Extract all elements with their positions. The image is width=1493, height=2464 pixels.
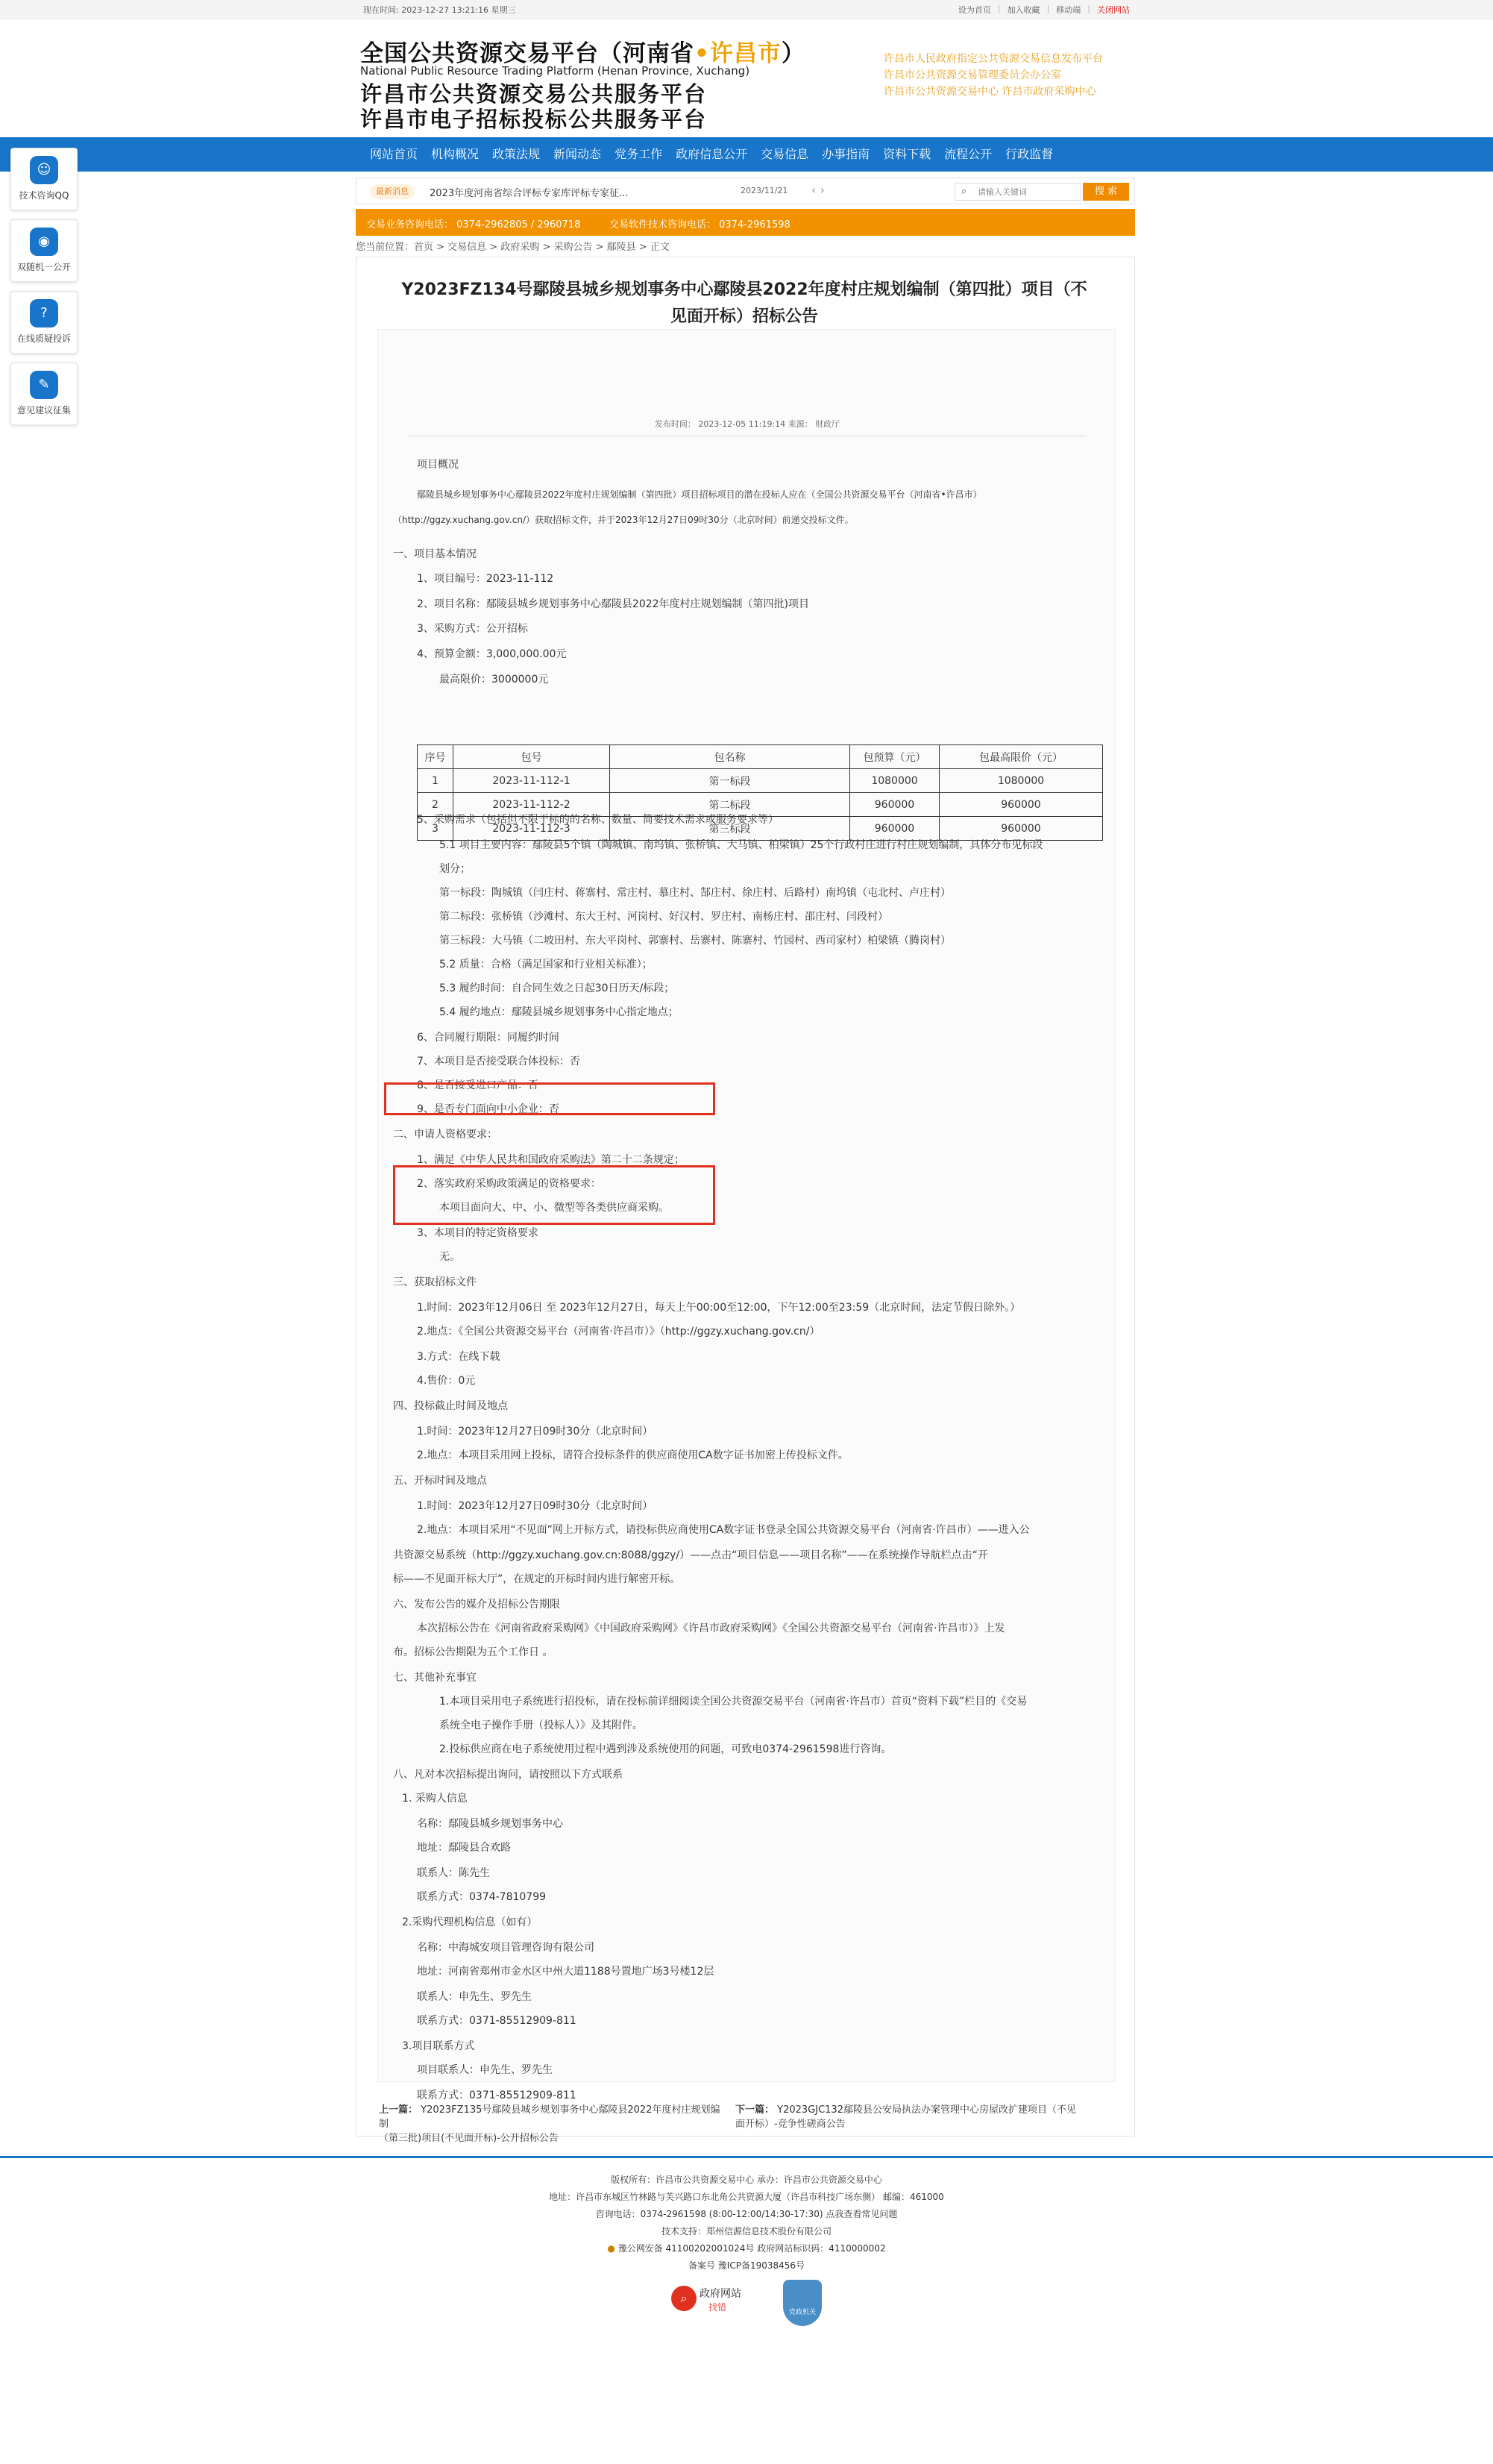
article-paragraph: 第三标段：大马镇（二坡田村、东大平岗村、郭寨村、岳寨村、陈寨村、竹园村、西司家村）柏梁镇（腾岗村） <box>439 935 951 947</box>
site-logo-line3: 许昌市电子招标投标公共服务平台 <box>360 107 708 132</box>
article-paragraph: 七、其他补充事宜 <box>393 1672 477 1684</box>
table-row <box>418 793 1103 817</box>
article-paragraph: 3、采购方式：公开招标 <box>417 623 528 635</box>
article-paragraph: 最高限价：3000000元 <box>439 674 549 686</box>
table-header: 包预算（元） <box>850 745 940 769</box>
table-cell: 1080000 <box>940 769 1103 793</box>
article-paragraph: 五、开标时间及地点 <box>393 1475 487 1487</box>
table-cell: 2023-11-112-3 <box>453 817 610 841</box>
article-paragraph: 8、是否接受进口产品：否 <box>417 1079 538 1091</box>
highlight-box-policy <box>393 1165 715 1225</box>
article-paragraph: 2.采购代理机构信息（如有） <box>402 1916 538 1928</box>
article-paragraph: 1、满足《中华人民共和国政府采购法》第二十二条规定； <box>417 1154 685 1166</box>
footer-line: ● 豫公网安备 41100202001024号 政府网站标识码：4110000002 <box>607 2243 886 2254</box>
table-cell: 第一标段 <box>610 769 850 793</box>
article-paragraph: 项目概况 <box>417 459 459 471</box>
article-paragraph: 7、本项目是否接受联合体投标：否 <box>417 1056 580 1068</box>
article-paragraph: （http://ggzy.xuchang.gov.cn/）获取招标文件，并于2023年12月27日09时30分（北京时间）前递交投标文件。 <box>393 515 854 525</box>
table-cell: 2023-11-112-1 <box>453 769 610 793</box>
side-label: 双随机一公开 <box>16 262 71 272</box>
package-table <box>417 744 1103 841</box>
service-hotline: 交易业务咨询电话： 0374-2962805 / 2960718 <box>366 219 581 231</box>
article-paragraph: 第二标段：张桥镇（沙滩村、东大王村、河岗村、好汉村、罗庄村、南杨庄村、邵庄村、闫段村） <box>439 911 888 923</box>
search-box <box>955 183 1081 201</box>
top-links: 设为首页 | 加入收藏 | 移动端 | 关闭网站 <box>958 4 1130 15</box>
article-paragraph: 3、本项目的特定资格要求 <box>417 1227 538 1239</box>
article-paragraph: 2.地点：本项目采用网上投标，请符合投标条件的供应商使用CA数字证书加密上传投标文件。 <box>417 1449 849 1461</box>
site-logo-line2: 许昌市公共资源交易公共服务平台 <box>360 81 708 107</box>
search-button[interactable]: 搜 索 <box>1083 183 1129 201</box>
article-paragraph: 联系人：陈先生 <box>417 1867 490 1879</box>
question-icon: ? <box>30 299 58 327</box>
article-paragraph: 无。 <box>439 1251 460 1263</box>
side-label: 在线质疑投诉 <box>16 333 71 344</box>
current-time: 现在时间: 2023-12-27 13:21:16 星期三 <box>363 5 516 15</box>
article-paragraph: 6、合同履行期限：同履约时间 <box>417 1032 559 1044</box>
article-paragraph: 联系方式：0371-85512909-811 <box>417 2015 576 2027</box>
article-paragraph: 联系人：申先生、罗先生 <box>417 1991 532 2003</box>
article-paragraph: 2.投标供应商在电子系统使用过程中遇到涉及系统使用的问题，可致电0374-2961598进行咨询。 <box>439 1743 892 1755</box>
next-article-link[interactable]: 下一篇： Y2023GJC132鄢陵县公安局执法办案管理中心房屋改扩建项目（不见 面开标）-竞争性磋商公告 <box>735 2104 1076 2130</box>
side-random-button[interactable] <box>10 219 78 282</box>
eye-icon: ◉ <box>30 228 58 256</box>
table-cell: 960000 <box>850 817 940 841</box>
nav-gov-info[interactable]: 政府信息公开 <box>676 147 748 161</box>
prev-article-link[interactable]: 上一篇： Y2023FZ135号鄢陵县城乡规划事务中心鄢陵县2022年度村庄规划编制 （第三批)项目(不见面开标)-公开招标公告 <box>379 2104 720 2144</box>
article-paragraph: 名称：中海城安项目管理咨询有限公司 <box>417 1942 594 1954</box>
set-homepage-link[interactable]: 设为首页 <box>958 5 991 15</box>
article-paragraph: 3.方式：在线下载 <box>417 1351 500 1363</box>
article-paragraph: 5、采购需求（包括但不限于标的的名称、数量、简要技术需求或服务要求等） <box>417 814 779 826</box>
footer-line[interactable]: 咨询电话：0374-2961598 (8:00-12:00/14:30-17:30) 点我查看常见问题 <box>595 2209 898 2219</box>
article-paragraph: 4.售价：0元 <box>417 1375 476 1387</box>
footer-line[interactable]: 备案号 豫ICP备19038456号 <box>688 2260 805 2271</box>
nav-guide[interactable]: 办事指南 <box>822 147 870 161</box>
site-header <box>0 19 1493 137</box>
article-paragraph: 9、是否专门面向中小企业：否 <box>417 1103 559 1115</box>
table-header: 包最高限价（元） <box>940 745 1103 769</box>
table-cell: 960000 <box>850 793 940 817</box>
table-header: 包名称 <box>610 745 850 769</box>
article-paragraph: 1. 采购人信息 <box>402 1793 468 1805</box>
article-paragraph: 布。招标公告期限为五个工作日 。 <box>393 1646 553 1658</box>
article-container <box>356 257 1135 2144</box>
article-paragraph: 第一标段：陶城镇（闫庄村、蒋寨村、常庄村、慕庄村、郜庄村、徐庄村、后路村）南坞镇（屯北村、卢庄村） <box>439 887 951 899</box>
article-paragraph: 2.地点：《全国公共资源交易平台（河南省·许昌市）》（http://ggzy.xuchang.gov.cn/） <box>417 1326 820 1338</box>
site-logo-en: National Public Resource Trading Platform (Henan Province, Xuchang) <box>360 64 750 78</box>
article-paragraph: 划分； <box>439 863 471 875</box>
article-paragraph: 八、凡对本次招标提出询问，请按照以下方式联系 <box>393 1769 623 1781</box>
feedback-icon: ✎ <box>30 371 58 399</box>
breadcrumb[interactable]: 您当前位置：首页 > 交易信息 > 政府采购 > 采购公告 > 鄢陵县 > 正文 <box>356 242 670 253</box>
article-paragraph: 1、项目编号：2023-11-112 <box>417 573 554 585</box>
search-input[interactable] <box>978 185 1076 198</box>
article-paragraph: 1.时间：2023年12月06日 至 2023年12月27日，每天上午00:00至12:00，下午12:00至23:59（北京时间，法定节假日除外。） <box>417 1302 1021 1314</box>
nav-news[interactable]: 新闻动态 <box>553 147 602 161</box>
slogan-line: 许昌市公共资源交易管理委员会办公室 <box>884 69 1061 81</box>
article-title: Y2023FZ134号鄢陵县城乡规划事务中心鄢陵县2022年度村庄规划编制（第四批）项目（不 见面开标）招标公告 <box>401 280 1087 326</box>
article-paragraph: 2.地点：本项目采用“不见面”网上开标方式，请投标供应商使用CA数字证书登录全国公共资源交易平台（河南省·许昌市）——进入公 <box>417 1524 1030 1536</box>
article-paragraph: 项目联系人：申先生、罗先生 <box>417 2064 553 2076</box>
article-paragraph: 标——不见面开标大厅”，在规定的开标时间内进行解密开标。 <box>393 1573 681 1585</box>
news-ticker-item[interactable]: 2023年度河南省综合评标专家库评标专家征... <box>430 188 629 199</box>
main-nav <box>0 137 1493 172</box>
highlight-box-sme <box>384 1082 715 1115</box>
table-header: 包号 <box>453 745 610 769</box>
gov-site-error-badge[interactable]: ⌕ 政府网站 找错 <box>671 2280 746 2322</box>
chevron-left-icon[interactable]: ‹ <box>811 183 817 197</box>
article-paragraph: 5.3 履约时间：自合同生效之日起30日历天/标段； <box>439 982 675 994</box>
top-bar <box>0 0 1493 19</box>
article-paragraph: 4、预算金额：3,000,000.00元 <box>417 648 567 660</box>
article-paragraph: 二、申请人资格要求： <box>393 1129 497 1141</box>
table-cell: 第二标段 <box>610 793 850 817</box>
table-cell: 960000 <box>940 793 1103 817</box>
article-paragraph: 3.项目联系方式 <box>402 2040 475 2052</box>
table-cell: 1080000 <box>850 769 940 793</box>
side-label: 意见建议征集 <box>16 405 71 416</box>
side-qq-button[interactable] <box>10 148 78 210</box>
nav-supervision[interactable]: 行政监督 <box>1005 147 1054 161</box>
nav-download[interactable]: 资料下载 <box>883 147 931 161</box>
table-row <box>418 817 1103 841</box>
party-gov-badge[interactable]: 党政机关 <box>783 2280 822 2326</box>
article-paragraph: 六、发布公告的媒介及招标公告期限 <box>393 1599 560 1611</box>
header-slogans <box>884 51 1130 100</box>
article-paragraph: 鄢陵县城乡规划事务中心鄢陵县2022年度村庄规划编制（第四批）项目招标项目的潜在投标人应在（全国公共资源交易平台（河南省•许昌市） <box>417 489 982 500</box>
news-ticker <box>356 178 1135 204</box>
nav-about[interactable]: 机构概况 <box>431 147 480 161</box>
article-paragraph: 地址：河南省郑州市金水区中州大道1188号置地广场3号楼12层 <box>417 1966 714 1978</box>
slogan-line: 许昌市人民政府指定公共资源交易信息发布平台 <box>884 53 1103 65</box>
article-paragraph: 本项目面向大、中、小、微型等各类供应商采购。 <box>439 1202 669 1214</box>
article-paragraph: 名称：鄢陵县城乡规划事务中心 <box>417 1818 563 1830</box>
search-icon: ⌕ <box>961 186 967 197</box>
article-meta: 发布时间： 2023-12-05 11:19:14 来源： 财政厅 <box>654 419 840 429</box>
site-logo-title[interactable]: 全国公共资源交易平台（河南省•许昌市） <box>360 40 805 67</box>
hotline-bar <box>356 209 1135 236</box>
article-paragraph: 2、落实政府采购政策满足的资格要求： <box>417 1178 601 1190</box>
article-paragraph: 共资源交易系统（http://ggzy.xuchang.gov.cn:8088/ggzy/）——点击“项目信息——项目名称”——在系统操作导航栏点击“开 <box>393 1549 988 1561</box>
article-paragraph: 5.2 质量：合格（满足国家和行业相关标准）； <box>439 959 653 971</box>
article-paragraph: 三、获取招标文件 <box>393 1276 477 1288</box>
site-footer <box>0 2156 1493 2464</box>
slogan-line: 许昌市公共资源交易中心 许昌市政府采购中心 <box>884 86 1096 98</box>
side-complaint-button[interactable] <box>10 291 78 354</box>
police-badge-icon: ● <box>607 2243 615 2254</box>
article-paragraph: 5.1 项目主要内容：鄢陵县5个镇（陶城镇、南坞镇、张桥镇、大马镇、柏梁镇）25个行政村庄进行村庄规划编制，具体分布见标段 <box>439 839 1043 851</box>
article-paragraph: 5.4 履约地点：鄢陵县城乡规划事务中心指定地点； <box>439 1006 679 1018</box>
article-paragraph: 联系方式：0371-85512909-811 <box>417 2090 576 2101</box>
article-paragraph: 地址：鄢陵县合欢路 <box>417 1842 511 1854</box>
table-header: 序号 <box>418 745 453 769</box>
article-paragraph: 一、项目基本情况 <box>393 548 477 560</box>
table-cell: 1 <box>418 769 453 793</box>
article-paragraph: 四、投标截止时间及地点 <box>393 1400 508 1412</box>
table-cell: 960000 <box>940 817 1103 841</box>
qq-icon: ☺ <box>30 156 58 184</box>
add-favorite-link[interactable]: 加入收藏 <box>1007 5 1040 15</box>
magnifier-icon: ⌕ <box>671 2286 697 2311</box>
article-paragraph: 2、项目名称：鄢陵县城乡规划事务中心鄢陵县2022年度村庄规划编制（第四批)项目 <box>417 598 809 610</box>
table-cell: 第三标段 <box>610 817 850 841</box>
mobile-link[interactable]: 移动端 <box>1056 5 1081 15</box>
side-feedback-button[interactable] <box>10 363 78 425</box>
latest-news-badge: 最新消息 <box>370 184 415 199</box>
table-cell: 3 <box>418 817 453 841</box>
news-ticker-date: 2023/11/21 <box>741 186 788 195</box>
table-header-row <box>418 745 1103 769</box>
table-cell: 2 <box>418 793 453 817</box>
article-paragraph: 本次招标公告在《河南省政府采购网》《中国政府采购网》《许昌市政府采购网》《全国公共资源交易平台（河南省·许昌市）》上发 <box>417 1623 1005 1634</box>
side-label: 技术咨询QQ <box>19 190 69 201</box>
nav-process[interactable]: 流程公开 <box>944 147 993 161</box>
table-row <box>418 769 1103 793</box>
close-site-link[interactable]: 关闭网站 <box>1097 5 1130 15</box>
footer-badges <box>671 2280 822 2326</box>
tech-hotline: 交易软件技术咨询电话： 0374-2961598 <box>609 219 790 231</box>
nav-policy[interactable]: 政策法规 <box>492 147 541 161</box>
article-paragraph: 1.时间：2023年12月27日09时30分（北京时间） <box>417 1500 653 1512</box>
footer-line: 地址：许昌市东城区竹林路与芙兴路口东北角公共资源大厦（许昌市科技广场东侧） 邮编：461000 <box>549 2192 944 2202</box>
table-cell: 2023-11-112-2 <box>453 793 610 817</box>
footer-info <box>0 2172 1493 2275</box>
article-paragraph: 联系方式：0374-7810799 <box>417 1891 547 1903</box>
article-paragraph: 系统全电子操作手册（投标人）》及其附件。 <box>439 1720 643 1731</box>
nav-trade-info[interactable]: 交易信息 <box>761 147 809 161</box>
chevron-right-icon[interactable]: › <box>820 183 825 197</box>
ticker-arrows <box>811 183 825 197</box>
article-body-panel <box>377 329 1116 2101</box>
article-paragraph: 1.本项目采用电子系统进行招投标，请在投标前详细阅读全国公共资源交易平台（河南省·许昌市）首页“资料下载”栏目的《交易 <box>439 1696 1028 1708</box>
article-paragraph: 1.时间：2023年12月27日09时30分（北京时间） <box>417 1426 653 1438</box>
nav-home[interactable]: 网站首页 <box>370 147 418 161</box>
nav-party[interactable]: 党务工作 <box>615 147 663 161</box>
footer-line: 版权所有：许昌市公共资源交易中心 承办：许昌市公共资源交易中心 <box>611 2175 882 2185</box>
footer-line: 技术支持：郑州信源信息技术股份有限公司 <box>661 2226 832 2236</box>
